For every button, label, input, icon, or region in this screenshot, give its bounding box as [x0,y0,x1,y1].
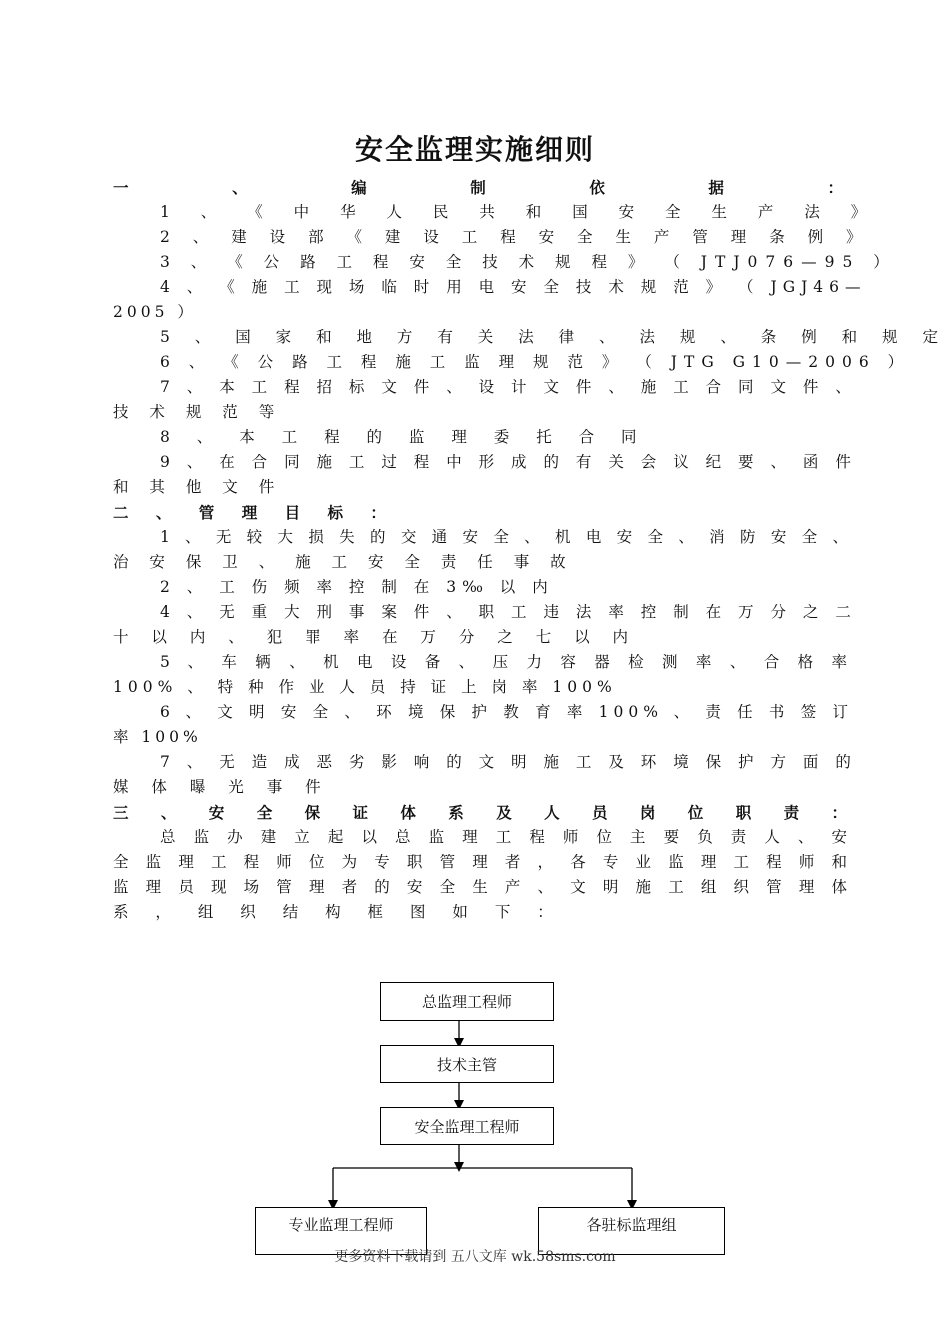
section-2-item: 4 、 无 重 大 刑 事 案 件 、 职 工 违 法 率 控 制 在 万 分 之 二 [160,603,857,621]
org-box-site-supervision-team: 各驻标监理组 [538,1207,725,1255]
section-2-item: 治 安 保 卫 、 施 工 安 全 责 任 事 故 [113,553,574,571]
section-1-item: 2005 ） [113,303,197,321]
section-2-item: 7 、 无 造 成 恶 劣 影 响 的 文 明 施 工 及 环 境 保 护 方 面 的 [160,753,857,771]
section-2-item: 十 以 内 、 犯 罪 率 在 万 分 之 七 以 内 [113,628,638,646]
section-3-paragraph-line: 系 ， 组 织 结 构 框 图 如 下 ： [113,903,564,921]
section-2-item: 1 、 无 较 大 损 失 的 交 通 安 全 、 机 电 安 全 、 消 防 安 全 、 [160,528,853,546]
section-1-item: 5 、 国 家 和 地 方 有 关 法 律 、 法 规 、 条 例 和 规 定 [160,328,948,346]
section-1-item: 4 、 《 施 工 现 场 临 时 用 电 安 全 技 术 规 范 》 （ JGJ46— [160,278,867,296]
section-1-item: 8 、 本 工 程 的 监 理 委 托 合 同 [160,428,648,446]
section-2-item: 2 、 工 伤 频 率 控 制 在 3‰ 以 内 [160,578,554,596]
section-1-item: 技 术 规 范 等 [113,403,283,421]
org-box-specialty-supervisor: 专业监理工程师 [255,1207,427,1255]
section-1-item: 3 、 《 公 路 工 程 安 全 技 术 规 程 》 （ JTJ076—95 ） [160,253,897,271]
section-2-heading: 二 、 管 理 目 标 ： [113,503,397,522]
org-box-safety-supervisor: 安全监理工程师 [380,1107,554,1145]
org-box-chief-supervisor: 总监理工程师 [380,982,554,1021]
section-1-item: 和 其 他 文 件 [113,478,283,496]
section-2-item: 媒 体 曝 光 事 件 [113,778,330,796]
section-1-item: 6 、 《 公 路 工 程 施 工 监 理 规 范 》 （ JTG G10—2006 ） [160,353,911,371]
document-title: 安全监理实施细则 [354,133,595,166]
section-1-item: 2 、 建 设 部 《 建 设 工 程 安 全 生 产 管 理 条 例 》 [160,228,871,246]
section-3-heading: 三 、 安 全 保 证 体 系 及 人 员 岗 位 职 责 ： [113,803,853,822]
section-1-heading: 一 、 编 制 依 据 ： [113,178,853,197]
document-body [113,175,948,925]
org-box-technical-director: 技术主管 [380,1045,554,1083]
section-3-paragraph-line: 全 监 理 工 程 师 位 为 专 职 管 理 者 ， 各 专 业 监 理 工 程 师 和 [113,853,853,871]
section-2-item: 率 100% [113,728,202,746]
section-3-paragraph-line: 监 理 员 现 场 管 理 者 的 安 全 生 产 、 文 明 施 工 组 织 管 理 体 [113,878,853,896]
footer-watermark: 更多资料下载请到 五八文库 wk.58sms.com [334,1249,616,1265]
section-1-item: 9 、 在 合 同 施 工 过 程 中 形 成 的 有 关 会 议 纪 要 、 函 件 [160,453,857,471]
section-2-item: 100% 、 特 种 作 业 人 员 持 证 上 岗 率 100% [113,678,617,696]
section-2-item: 5 、 车 辆 、 机 电 设 备 、 压 力 容 器 检 测 率 、 合 格 率 [160,653,853,671]
section-1-item: 1 、 《 中 华 人 民 共 和 国 安 全 生 产 法 》 [160,203,880,221]
section-2-item: 6 、 文 明 安 全 、 环 境 保 护 教 育 率 100% 、 责 任 书 签 订 [160,703,853,721]
section-3-paragraph-line: 总 监 办 建 立 起 以 总 监 理 工 程 师 位 主 要 负 责 人 、 安 [160,828,853,846]
section-1-item: 7 、 本 工 程 招 标 文 件 、 设 计 文 件 、 施 工 合 同 文 件 、 [160,378,857,396]
